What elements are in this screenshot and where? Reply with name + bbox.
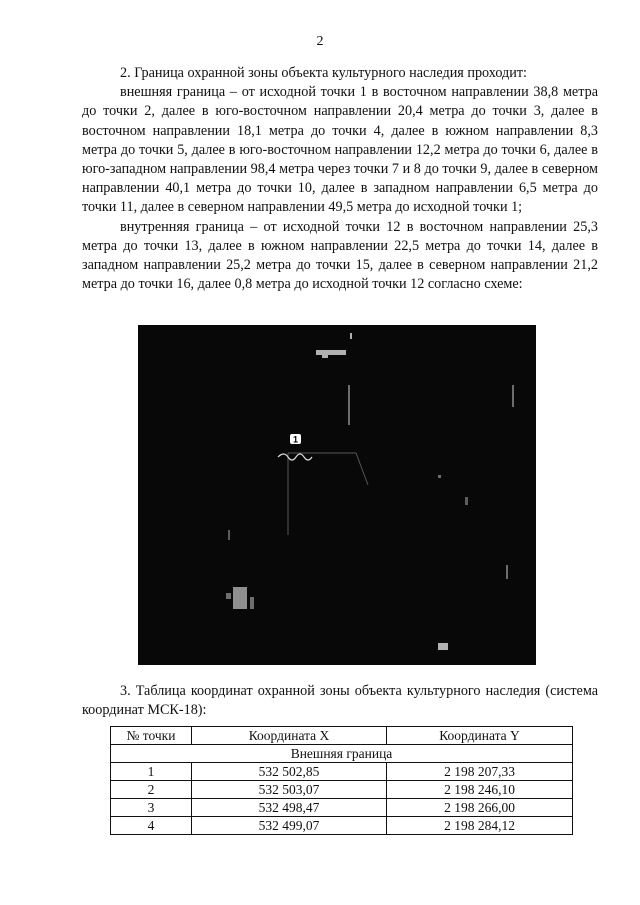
point-1-label: 1 [292, 434, 299, 445]
cell-point: 2 [111, 781, 192, 799]
cell-point: 3 [111, 799, 192, 817]
map-feature [512, 385, 514, 407]
section-3 [82, 682, 598, 720]
table-row [111, 781, 573, 799]
boundary-description [82, 64, 598, 294]
group-label-outer-boundary: Внешняя граница [111, 745, 573, 763]
section-2-heading: 2. Граница охранной зоны объекта культурного наследия проходит: [120, 65, 527, 81]
cell-x: 532 503,07 [192, 781, 387, 799]
cell-y: 2 198 246,10 [387, 781, 573, 799]
cell-x: 532 502,85 [192, 763, 387, 781]
cell-y: 2 198 266,00 [387, 799, 573, 817]
map-feature [233, 587, 247, 609]
boundary-scheme-map [138, 325, 536, 665]
map-feature [250, 597, 254, 609]
map-feature [350, 333, 352, 339]
cell-point: 1 [111, 763, 192, 781]
map-feature [316, 350, 346, 355]
cell-x: 532 498,47 [192, 799, 387, 817]
cell-x: 532 499,07 [192, 817, 387, 835]
table-row [111, 763, 573, 781]
cell-point: 4 [111, 817, 192, 835]
map-feature [322, 355, 328, 358]
map-feature [506, 565, 508, 579]
map-feature [348, 385, 350, 425]
table-header-row [111, 727, 573, 745]
map-feature [226, 593, 231, 599]
map-feature [228, 530, 230, 540]
map-feature [438, 643, 448, 650]
header-coordinate-x: Координата X [192, 727, 387, 745]
section-3-heading: 3. Таблица координат охранной зоны объекта культурного наследия (система координат МСК-18): [82, 683, 598, 719]
coordinates-table [110, 726, 573, 835]
inner-boundary-paragraph: внутренняя граница – от исходной точки 12 в восточном направлении 25,3 метра до точки 13, далее в южном направлении 22,5 метра до точки 14, далее в западном направлении 25,2 метра до точки 15, далее в северном направлении 21,2 метра до точки 16, далее 0,8 метра до исходной точки 12 согласно схеме: [82, 218, 598, 293]
table-group-row [111, 745, 573, 763]
point-1-marker [290, 434, 301, 445]
outer-boundary-paragraph: внешняя граница – от исходной точки 1 в восточном направлении 38,8 метра до точки 2, далее в юго-восточном направлении 20,4 метра до точки 3, далее в восточном направлении 18,1 метра до точки 4, далее в южном направлении 8,3 метра до точки 5, далее в юго-восточном направлении 12,2 метра до точки 6, далее в юго-западном направлении 98,4 метра через точки 7 и 8 до точки 9, далее в северном направлении 40,1 метра до точки 10, далее в западном направлении 6,5 метра до точки 11, далее в северном направлении 49,5 метра до исходной точки 1; [82, 84, 598, 216]
cell-y: 2 198 284,12 [387, 817, 573, 835]
table-row [111, 799, 573, 817]
header-coordinate-y: Координата Y [387, 727, 573, 745]
table-row [111, 817, 573, 835]
map-artwork [138, 325, 536, 665]
map-annotation-scribble [278, 454, 312, 460]
page-number: 2 [316, 34, 324, 49]
map-feature [438, 475, 441, 478]
cell-y: 2 198 207,33 [387, 763, 573, 781]
map-feature [465, 497, 468, 505]
header-point-number: № точки [111, 727, 192, 745]
boundary-line [356, 453, 368, 485]
